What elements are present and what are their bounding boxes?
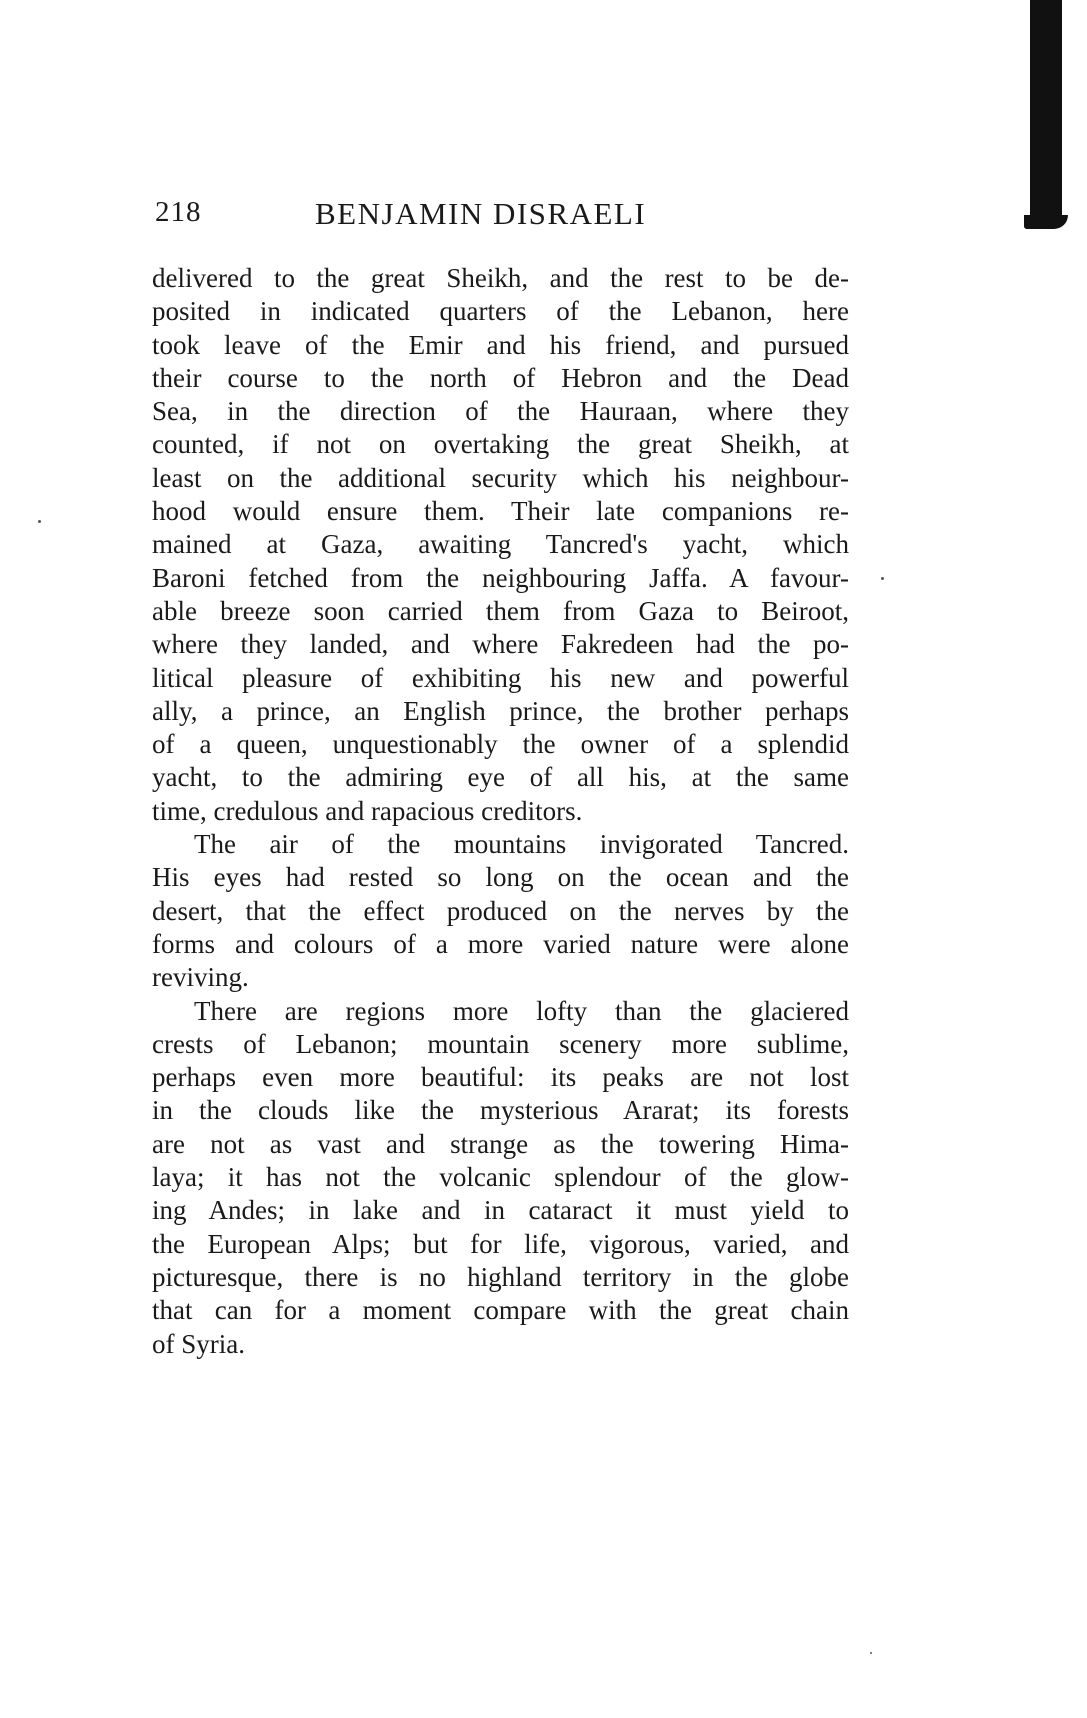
text-line: able breeze soon carried them from Gaza to Beiroot, bbox=[152, 595, 849, 626]
text-line: laya; it has not the volcanic splendour of the glow- bbox=[152, 1162, 849, 1193]
text-line: delivered to the great Sheikh, and the rest to be de- bbox=[152, 263, 849, 293]
text-line: in the clouds like the mysterious Ararat; its forests bbox=[152, 1095, 849, 1126]
text-line: where they landed, and where Fakredeen had the po- bbox=[152, 629, 849, 660]
text-line: least on the additional security which his neighbour- bbox=[152, 462, 849, 493]
text-line: their course to the north of Hebron and the Dead bbox=[152, 362, 849, 393]
body-text bbox=[152, 262, 849, 1361]
text-line: Baroni fetched from the neighbouring Jaffa. A favour- bbox=[152, 562, 849, 593]
paragraph bbox=[152, 828, 849, 994]
text-line: forms and colours of a more varied nature were alone bbox=[152, 928, 849, 959]
text-line: desert, that the effect produced on the nerves by the bbox=[152, 895, 849, 926]
running-head: BENJAMIN DISRAELI bbox=[315, 196, 647, 231]
text-line: The air of the mountains invigorated Tancred. bbox=[194, 829, 849, 860]
page-number: 218 bbox=[155, 196, 202, 228]
text-line: ally, a prince, an English prince, the brother perhaps bbox=[152, 695, 849, 726]
text-line: of Syria. bbox=[152, 1328, 245, 1359]
paragraph bbox=[152, 995, 849, 1361]
text-line: ing Andes; in lake and in cataract it must yield to bbox=[152, 1195, 849, 1226]
text-line: the European Alps; but for life, vigorous, varied, and bbox=[152, 1228, 849, 1259]
text-line: crests of Lebanon; mountain scenery more sublime, bbox=[152, 1028, 849, 1059]
text-line: time, credulous and rapacious creditors. bbox=[152, 795, 583, 826]
text-line: His eyes had rested so long on the ocean and the bbox=[152, 862, 849, 893]
page-header bbox=[155, 196, 855, 236]
text-line: Sea, in the direction of the Hauraan, where they bbox=[152, 396, 849, 427]
text-line: of a queen, unquestionably the owner of a splendid bbox=[152, 729, 849, 760]
scan-edge-mark bbox=[1030, 0, 1062, 225]
text-line: that can for a moment compare with the great chain bbox=[152, 1295, 849, 1326]
text-line: counted, if not on overtaking the great Sheikh, at bbox=[152, 429, 849, 460]
text-line: hood would ensure them. Their late companions re- bbox=[152, 496, 849, 527]
text-line: perhaps even more beautiful: its peaks are not lost bbox=[152, 1062, 849, 1093]
text-line: posited in indicated quarters of the Lebanon, here bbox=[152, 296, 849, 327]
text-line: reviving. bbox=[152, 962, 249, 993]
text-line: mained at Gaza, awaiting Tancred's yacht, which bbox=[152, 529, 849, 560]
text-line: litical pleasure of exhibiting his new and powerful bbox=[152, 662, 849, 693]
scan-speck bbox=[881, 577, 884, 580]
text-line: picturesque, there is no highland territory in the globe bbox=[152, 1261, 849, 1292]
scan-speck bbox=[870, 1652, 872, 1654]
scan-speck bbox=[38, 520, 41, 523]
text-line: yacht, to the admiring eye of all his, at the same bbox=[152, 762, 849, 793]
text-line: There are regions more lofty than the glaciered bbox=[194, 995, 849, 1026]
paragraph bbox=[152, 262, 849, 828]
text-line: took leave of the Emir and his friend, and pursued bbox=[152, 329, 849, 360]
text-line: are not as vast and strange as the towering Hima- bbox=[152, 1128, 849, 1159]
